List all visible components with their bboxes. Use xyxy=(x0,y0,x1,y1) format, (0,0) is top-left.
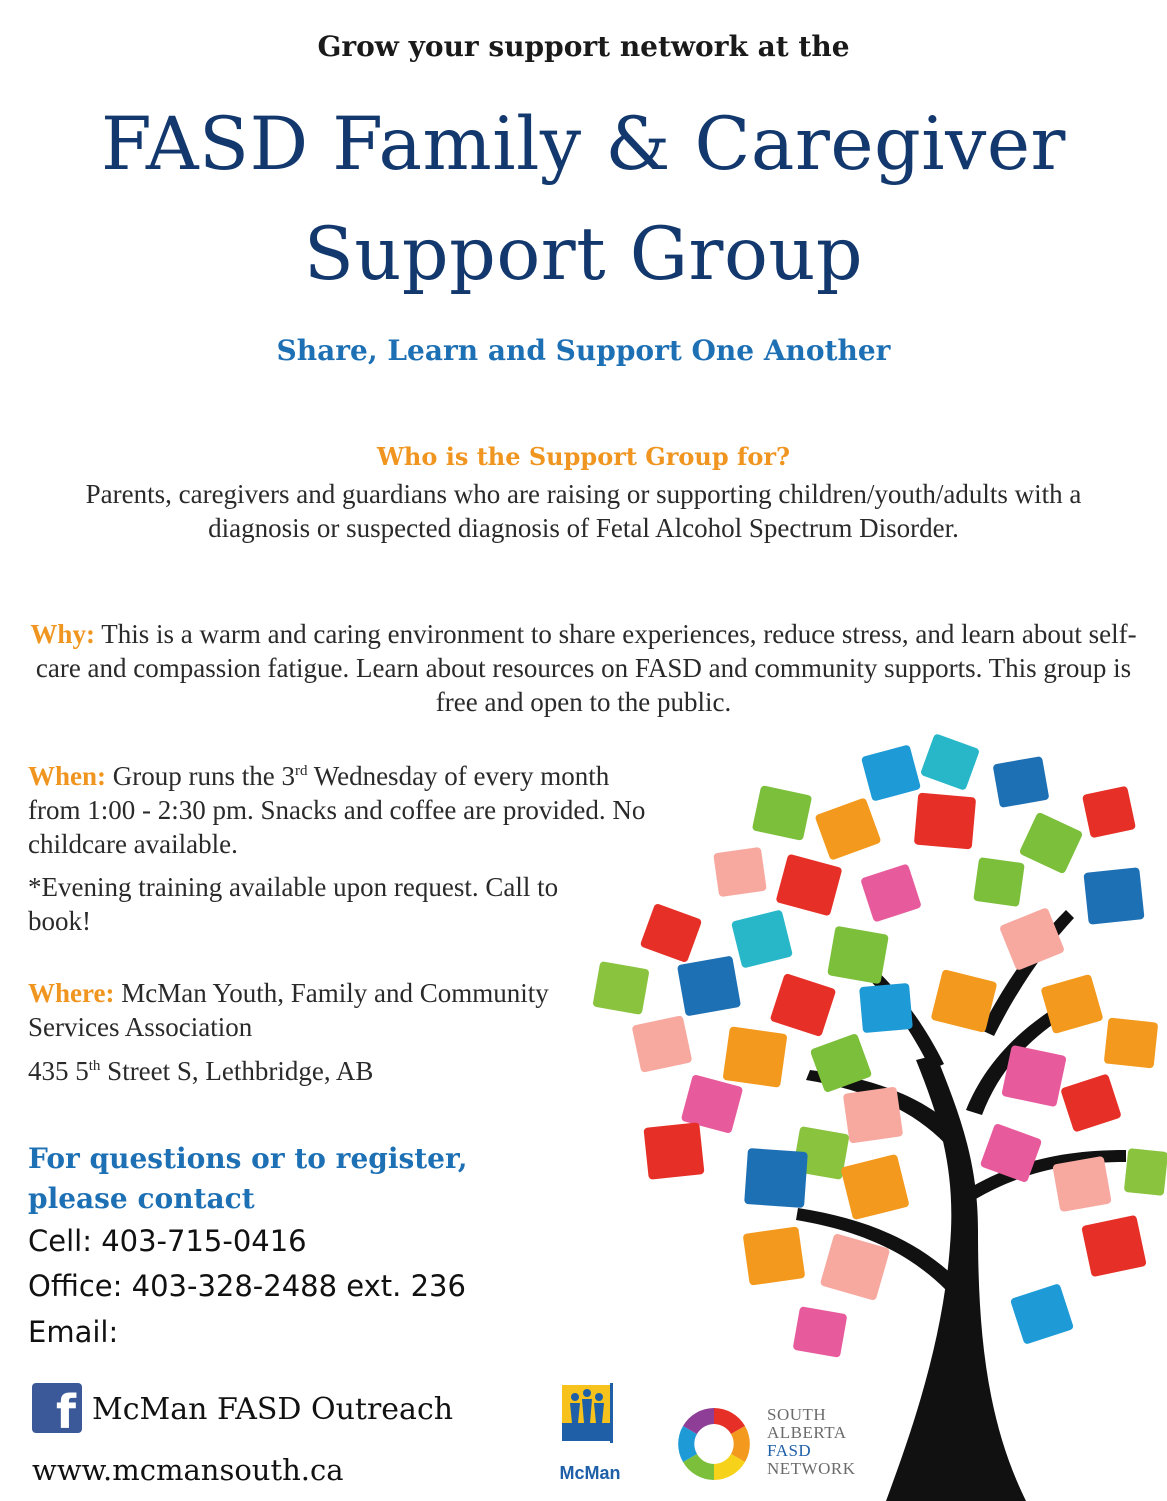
network-line3: FASD xyxy=(767,1441,812,1460)
cell-phone[interactable]: Cell: 403-715-0416 xyxy=(28,1224,307,1258)
page-title-line2: Support Group xyxy=(303,212,864,297)
mcman-logo-text: McMan xyxy=(559,1463,621,1483)
where-body: McMan Youth, Family and Community Services Association xyxy=(28,978,549,1042)
where-section xyxy=(28,976,588,1044)
subtitle: Share, Learn and Support One Another xyxy=(276,334,891,367)
puzzle-tree-illustration xyxy=(586,730,1167,1501)
why-label: Why: xyxy=(30,619,95,649)
when-ordinal: rd xyxy=(295,763,308,779)
address-ordinal: th xyxy=(88,1058,101,1074)
network-line1: SOUTH xyxy=(767,1405,827,1424)
who-body: Parents, caregivers and guardians who are raising or supporting children/youth/adults with a diagnosis or suspected diagnosis of Fetal Alcohol Spectrum Disorder. xyxy=(85,479,1082,543)
contact-heading: For questions or to register, please contact xyxy=(28,1142,468,1215)
why-section xyxy=(20,617,1147,719)
tagline: Grow your support network at the xyxy=(317,30,850,63)
who-heading: Who is the Support Group for? xyxy=(376,442,791,471)
why-body: This is a warm and caring environment to share experiences, reduce stress, and learn about self-care and compassion fatigue. Learn about resources on FASD and community supports. This group is free and open to the public. xyxy=(35,619,1137,717)
facebook-page-link[interactable]: McMan FASD Outreach xyxy=(92,1392,454,1427)
when-text-before: Group runs the 3 xyxy=(112,761,295,791)
puzzle-pieces xyxy=(592,733,1167,1358)
page-title-line1: FASD Family & Caregiver xyxy=(101,102,1066,187)
email-label: Email: xyxy=(28,1315,119,1349)
address-number: 435 5 xyxy=(28,1056,89,1086)
address-rest: Street S, Lethbridge, AB xyxy=(107,1056,374,1086)
when-text-after: Wednesday of every month from 1:00 - 2:30 pm. Snacks and coffee are provided. No childcare available. xyxy=(28,761,646,859)
where-label: Where: xyxy=(28,978,115,1008)
facebook-icon[interactable]: f xyxy=(32,1383,82,1433)
network-line2: ALBERTA xyxy=(767,1423,847,1442)
when-section xyxy=(28,759,648,861)
when-label: When: xyxy=(28,761,107,791)
evening-note: *Evening training available upon request. Call to book! xyxy=(28,872,559,936)
website-link[interactable]: www.mcmansouth.ca xyxy=(32,1453,344,1487)
address xyxy=(28,1054,588,1088)
office-phone[interactable]: Office: 403-328-2488 ext. 236 xyxy=(28,1269,466,1303)
network-line4: NETWORK xyxy=(767,1459,856,1478)
